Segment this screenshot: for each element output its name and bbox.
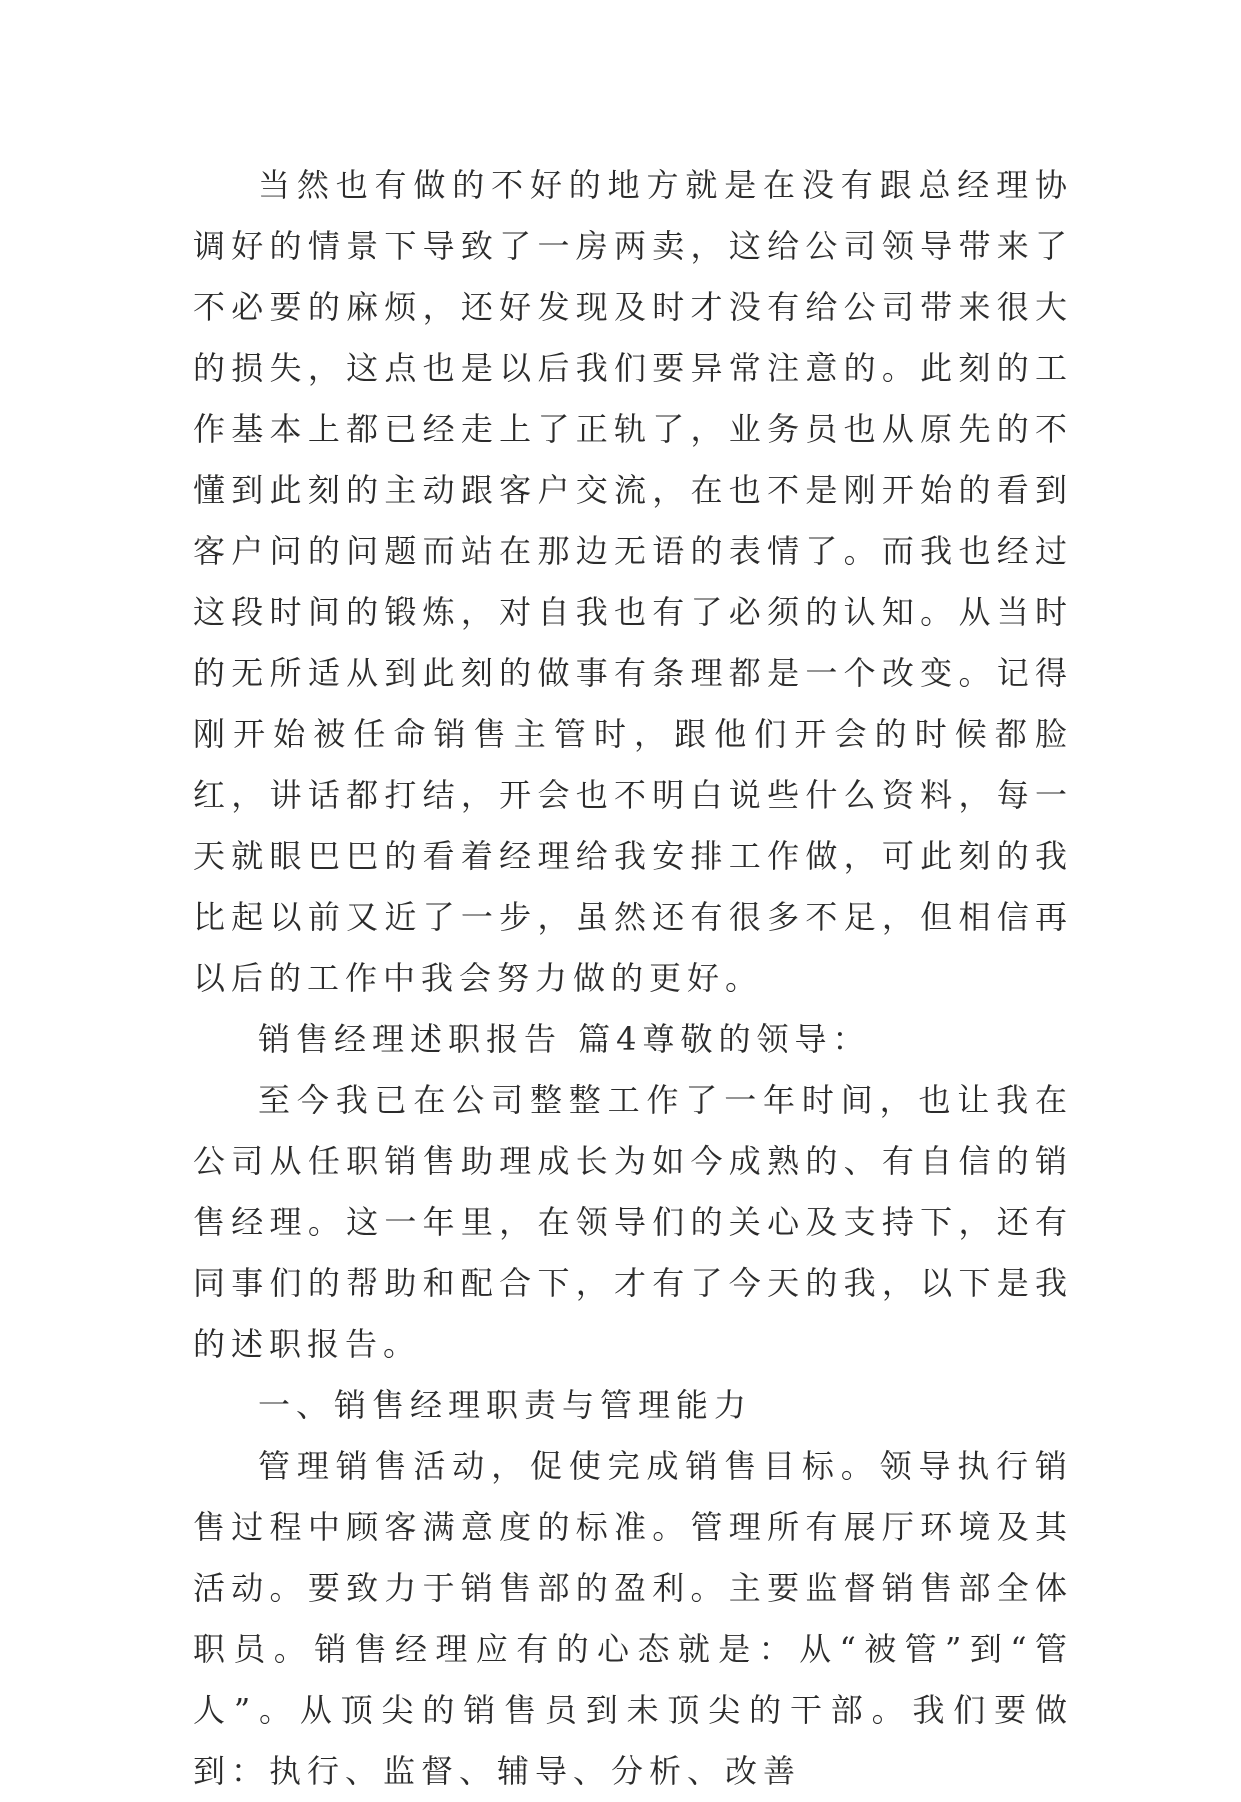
paragraph-1: 当然也有做的不好的地方就是在没有跟总经理协调好的情景下导致了一房两卖，这给公司领导带来了不必要的麻烦，还好发现及时才没有给公司带来很大的损失，这点也是以后我们要异常注意的。此刻的工作基本上都已经走上了正轨了，业务员也从原先的不懂到此刻的主动跟客户交流，在也不是刚开始的看到客户问的问题而站在那边无语的表情了。而我也经过这段时间的锻炼，对自我也有了必须的认知。从当时的无所适从到此刻的做事有条理都是一个改变。记得刚开始被任命销售主管时，跟他们开会的时候都脸红，讲话都打结，开会也不明白说些什么资料，每一天就眼巴巴的看着经理给我安排工作做，可此刻的我比起以前又近了一步，虽然还有很多不足，但相信再以后的工作中我会努力做的更好。 [193, 166, 1073, 997]
document-body [193, 155, 1073, 1802]
section-heading: 一、销售经理职责与管理能力 [258, 1386, 753, 1424]
paragraph-3: 至今我已在公司整整工作了一年时间，也让我在公司从任职销售助理成长为如今成熟的、有自信的销售经理。这一年里，在领导们的关心及支持下，还有同事们的帮助和配合下，才有了今天的我，以下是我的述职报告。 [193, 1081, 1073, 1363]
paragraph-5: 管理销售活动，促使完成销售目标。领导执行销售过程中顾客满意度的标准。管理所有展厅环境及其活动。要致力于销售部的盈利。主要监督销售部全体职员。销售经理应有的心态就是：从“被管”到“管人”。从顶尖的销售员到未顶尖的干部。我们要做到：执行、监督、辅导、分析、改善 [193, 1447, 1073, 1790]
paragraph-2-heading: 销售经理述职报告 篇4尊敬的领导： [258, 1020, 871, 1058]
